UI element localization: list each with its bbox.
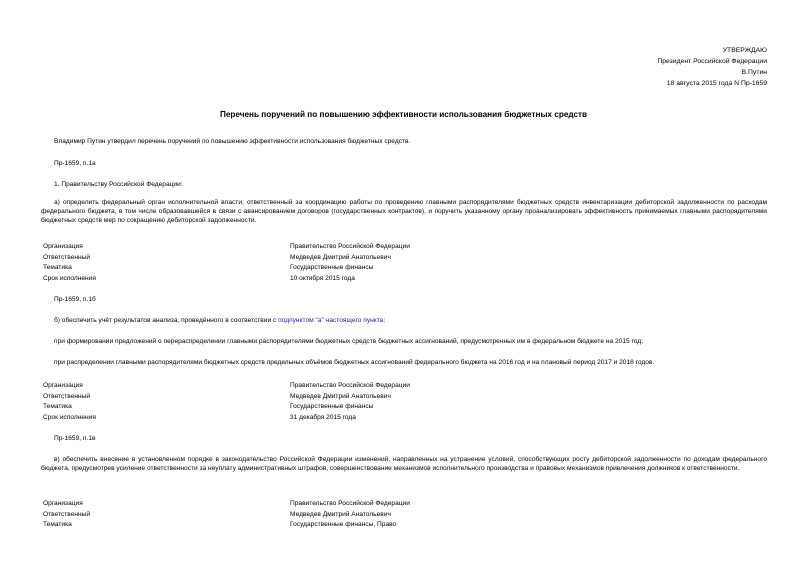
- meta-row-deadline: [43, 275, 410, 286]
- meta-label: Срок исполнения: [43, 274, 96, 282]
- paragraph-b2: при распределении главными распорядителями бюджетных средств предельных объёмов бюджетных ассигнований федерального бюджета на 2016 год и на плановый период 2017 и 2018 годов.: [54, 359, 655, 366]
- meta-value: 31 декабря 2015 года: [290, 413, 356, 421]
- meta-row-org: [43, 500, 410, 511]
- meta-table-2: [43, 382, 410, 424]
- meta-label: Тематика: [43, 264, 72, 271]
- meta-value: Правительство Российской Федерации: [290, 500, 410, 507]
- meta-row-topic: [43, 403, 410, 414]
- subpoint-a-link[interactable]: подпунктом "а" настоящего пункта: [278, 317, 384, 324]
- meta-row-responsible: [43, 511, 410, 522]
- reference-3: Пр-1659, п.1в: [54, 435, 96, 442]
- meta-row-topic: [43, 521, 410, 532]
- item-1-heading: 1. Правительству Российской Федерации:: [54, 181, 183, 188]
- paragraph-b-colon: :: [383, 317, 386, 324]
- meta-value: Государственные финансы, Право: [290, 521, 397, 528]
- meta-row-org: [43, 382, 410, 393]
- meta-label: Организация: [43, 243, 83, 250]
- reference-1: Пр-1659, п.1а: [54, 160, 96, 167]
- approval-signatory: В.Путин: [741, 69, 767, 76]
- meta-label: Тематика: [43, 521, 72, 528]
- paragraph-c: в) обеспечить внесение в установленном порядке в законодательство Российской Федерации изменений, направленных на устранение условий, способствующих росту дебиторской задолженности по доходам федерального бюджета, предусмотрев усиление ответственности за неуплату административных штрафов, совершенствование механизмов исполнительного производства и правовых механизмов привлечения должников к ответственности.: [41, 456, 767, 472]
- meta-row-responsible: [43, 393, 410, 404]
- meta-value: Правительство Российской Федерации: [290, 382, 410, 389]
- meta-value: Государственные финансы: [290, 264, 374, 271]
- meta-row-topic: [43, 264, 410, 275]
- approval-label: УТВЕРЖДАЮ: [722, 47, 767, 54]
- approval-block: [657, 45, 767, 89]
- meta-label: Срок исполнения: [43, 413, 96, 421]
- meta-value: 10 октября 2015 года: [290, 274, 355, 282]
- meta-label: Организация: [43, 382, 83, 389]
- meta-label: Ответственный: [43, 253, 91, 261]
- meta-row-deadline: [43, 414, 410, 425]
- paragraph-b-text: б) обеспечить учёт результатов анализа, проведённого в соответствии с: [54, 317, 279, 324]
- paragraph-a: а) определить федеральный орган исполнительной власти, ответственный за координацию работы по проведению главными распорядителями бюджетных средств инвентаризации дебиторской задолженности по расходам федерального бюджета, в том числе образовавшейся в связи с авансированием договоров (государственных контрактов), и поручить указанному органу проанализировать эффективность принимаемых главными распорядителями бюджетных средств мер по сокращению дебиторской задолженности.: [41, 199, 767, 224]
- meta-label: Организация: [43, 500, 83, 507]
- meta-value: Медведев Дмитрий Анатольевич: [290, 253, 391, 261]
- reference-2: Пр-1659, п.1б: [54, 296, 96, 303]
- approval-position: Президент Российской Федерации: [657, 58, 767, 65]
- meta-label: Ответственный: [43, 392, 91, 400]
- approval-date: 18 августа 2015 года N Пр-1659: [666, 80, 767, 87]
- meta-table-3: [43, 500, 410, 532]
- meta-value: Медведев Дмитрий Анатольевич: [290, 392, 391, 400]
- document-title: Перечень поручений по повышению эффективности использования бюджетных средств: [219, 110, 588, 119]
- meta-value: Государственные финансы: [290, 403, 374, 410]
- meta-row-org: [43, 243, 410, 254]
- meta-row-responsible: [43, 254, 410, 265]
- paragraph-b1: при формировании предложений о перераспределении главными распорядителями бюджетных средств бюджетных ассигнований, предусмотренных им в федеральном бюджете на 2015 год;: [54, 338, 643, 345]
- meta-value: Правительство Российской Федерации: [290, 243, 410, 250]
- meta-table-1: [43, 243, 410, 285]
- meta-label: Ответственный: [43, 510, 91, 518]
- meta-value: Медведев Дмитрий Анатольевич: [290, 510, 391, 518]
- paragraph-b: [41, 317, 767, 326]
- intro-paragraph: Владимир Путин утвердил перечень поручений по повышению эффективности использования бюджетных средств.: [54, 138, 411, 145]
- meta-label: Тематика: [43, 403, 72, 410]
